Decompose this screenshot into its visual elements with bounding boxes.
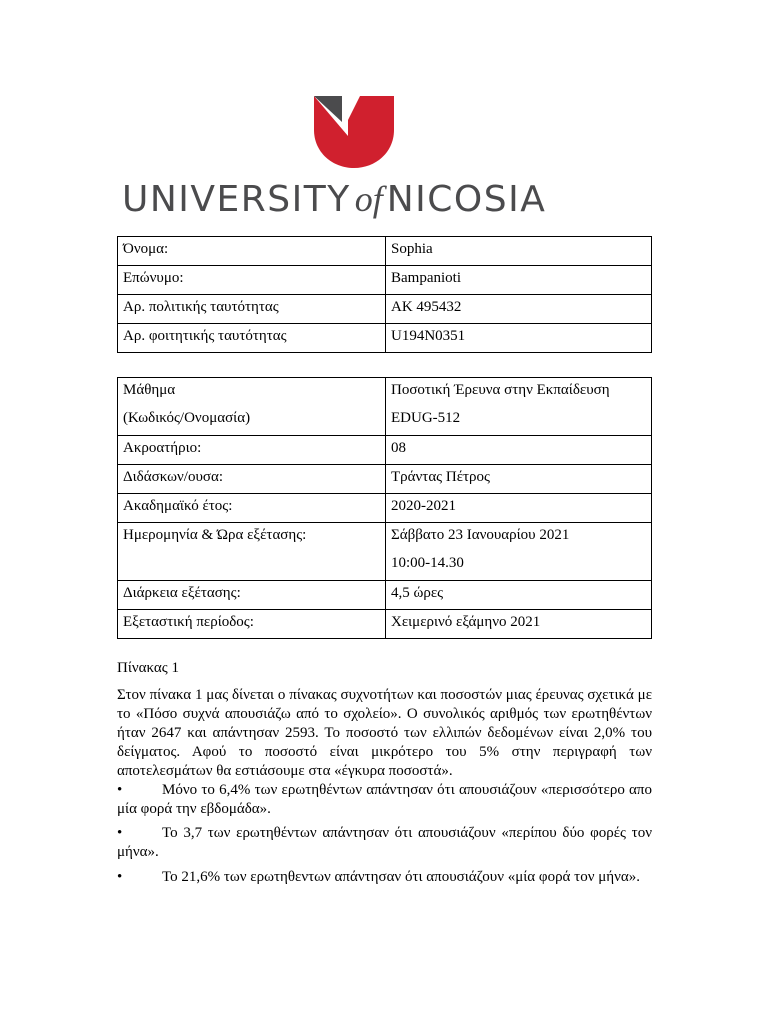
table-row [118, 610, 652, 639]
course-value [386, 378, 652, 436]
student-id-label: Αρ. φοιτητικής ταυτότητας [118, 324, 386, 353]
course-info-table [117, 377, 652, 639]
table-row [118, 581, 652, 610]
section-heading: Πίνακας 1 [117, 660, 179, 676]
last-name-label: Επώνυμο: [118, 266, 386, 295]
table-row [118, 523, 652, 581]
wordmark-nicosia: NICOSIA [386, 179, 547, 220]
wordmark-university: UNIVERSITY [122, 179, 351, 220]
table-row [118, 295, 652, 324]
bullet-text: Μόνο το 6,4% των ερωτηθέντων απάντησαν ότι απουσιάζουν «περισσότερο απο μία φορά την εβδομάδα». [117, 782, 652, 817]
bullet-text: Το 3,7 των ερωτηθέντων απάντησαν ότι απουσιάζουν «περίπου δύο φορές τον μήνα». [117, 825, 652, 860]
bullet-text: Το 21,6% των ερωτηθεντων απάντησαν ότι απουσιάζουν «μία φορά τον μήνα». [162, 869, 641, 885]
personal-info-table [117, 236, 652, 353]
bullet-item [117, 781, 652, 819]
logo-wordmark [122, 178, 546, 220]
exam-datetime-label: Ημερομηνία & Ώρα εξέτασης: [118, 523, 386, 581]
hall-value: 08 [386, 436, 652, 465]
logo-shield-icon [314, 96, 394, 168]
duration-value: 4,5 ώρες [386, 581, 652, 610]
id-card-label: Αρ. πολιτικής ταυτότητας [118, 295, 386, 324]
bullet-icon: • [117, 782, 123, 798]
academic-year-value: 2020-2021 [386, 494, 652, 523]
id-card-value: AK 495432 [386, 295, 652, 324]
duration-label: Διάρκεια εξέτασης: [118, 581, 386, 610]
first-name-value: Sophia [386, 237, 652, 266]
bullet-item [117, 824, 652, 862]
table-row [118, 378, 652, 436]
course-label [118, 378, 386, 436]
bullet-item [117, 868, 652, 887]
academic-year-label: Ακαδημαϊκό έτος: [118, 494, 386, 523]
bullet-icon: • [117, 825, 123, 841]
instructor-label: Διδάσκων/ουσα: [118, 465, 386, 494]
table-row [118, 465, 652, 494]
table-row [118, 266, 652, 295]
exam-time: 10:00-14.30 [391, 555, 464, 571]
table-row [118, 324, 652, 353]
last-name-value: Bampanioti [386, 266, 652, 295]
course-label-line1: Μάθημα [123, 382, 176, 398]
course-title: Ποσοτική Έρευνα στην Εκπαίδευση [391, 382, 610, 398]
course-label-line2: (Κωδικός/Ονομασία) [123, 410, 251, 426]
wordmark-of: of [354, 179, 383, 219]
course-code: EDUG-512 [391, 410, 461, 426]
first-name-label: Όνομα: [118, 237, 386, 266]
instructor-value: Τράντας Πέτρος [386, 465, 652, 494]
exam-period-value: Χειμερινό εξάμηνο 2021 [386, 610, 652, 639]
table-row [118, 237, 652, 266]
student-id-value: U194N0351 [386, 324, 652, 353]
exam-datetime-value [386, 523, 652, 581]
hall-label: Ακροατήριο: [118, 436, 386, 465]
university-logo [118, 92, 588, 224]
exam-date: Σάββατο 23 Ιανουαρίου 2021 [391, 527, 570, 543]
intro-paragraph: Στον πίνακα 1 μας δίνεται ο πίνακας συχνοτήτων και ποσοστών μιας έρευνας σχετικά με το «Πόσο συχνά απουσιάζω από το σχολείο». Ο συνολικός αριθμός των ερωτηθέντων ήταν 2647 και απάντησαν 2593. Το ποσοστό των ελλιπών δεδομένων είναι 2,0% του δείγματος. Αφού το ποσοστό είναι μικρότερο του 5% στην περιγραφή των αποτελεσμάτων θα εστιάσουμε στα «έγκυρα ποσοστά». [117, 687, 652, 779]
table-row [118, 494, 652, 523]
table-row [118, 436, 652, 465]
bullet-icon: • [117, 869, 123, 885]
exam-period-label: Εξεταστική περίοδος: [118, 610, 386, 639]
